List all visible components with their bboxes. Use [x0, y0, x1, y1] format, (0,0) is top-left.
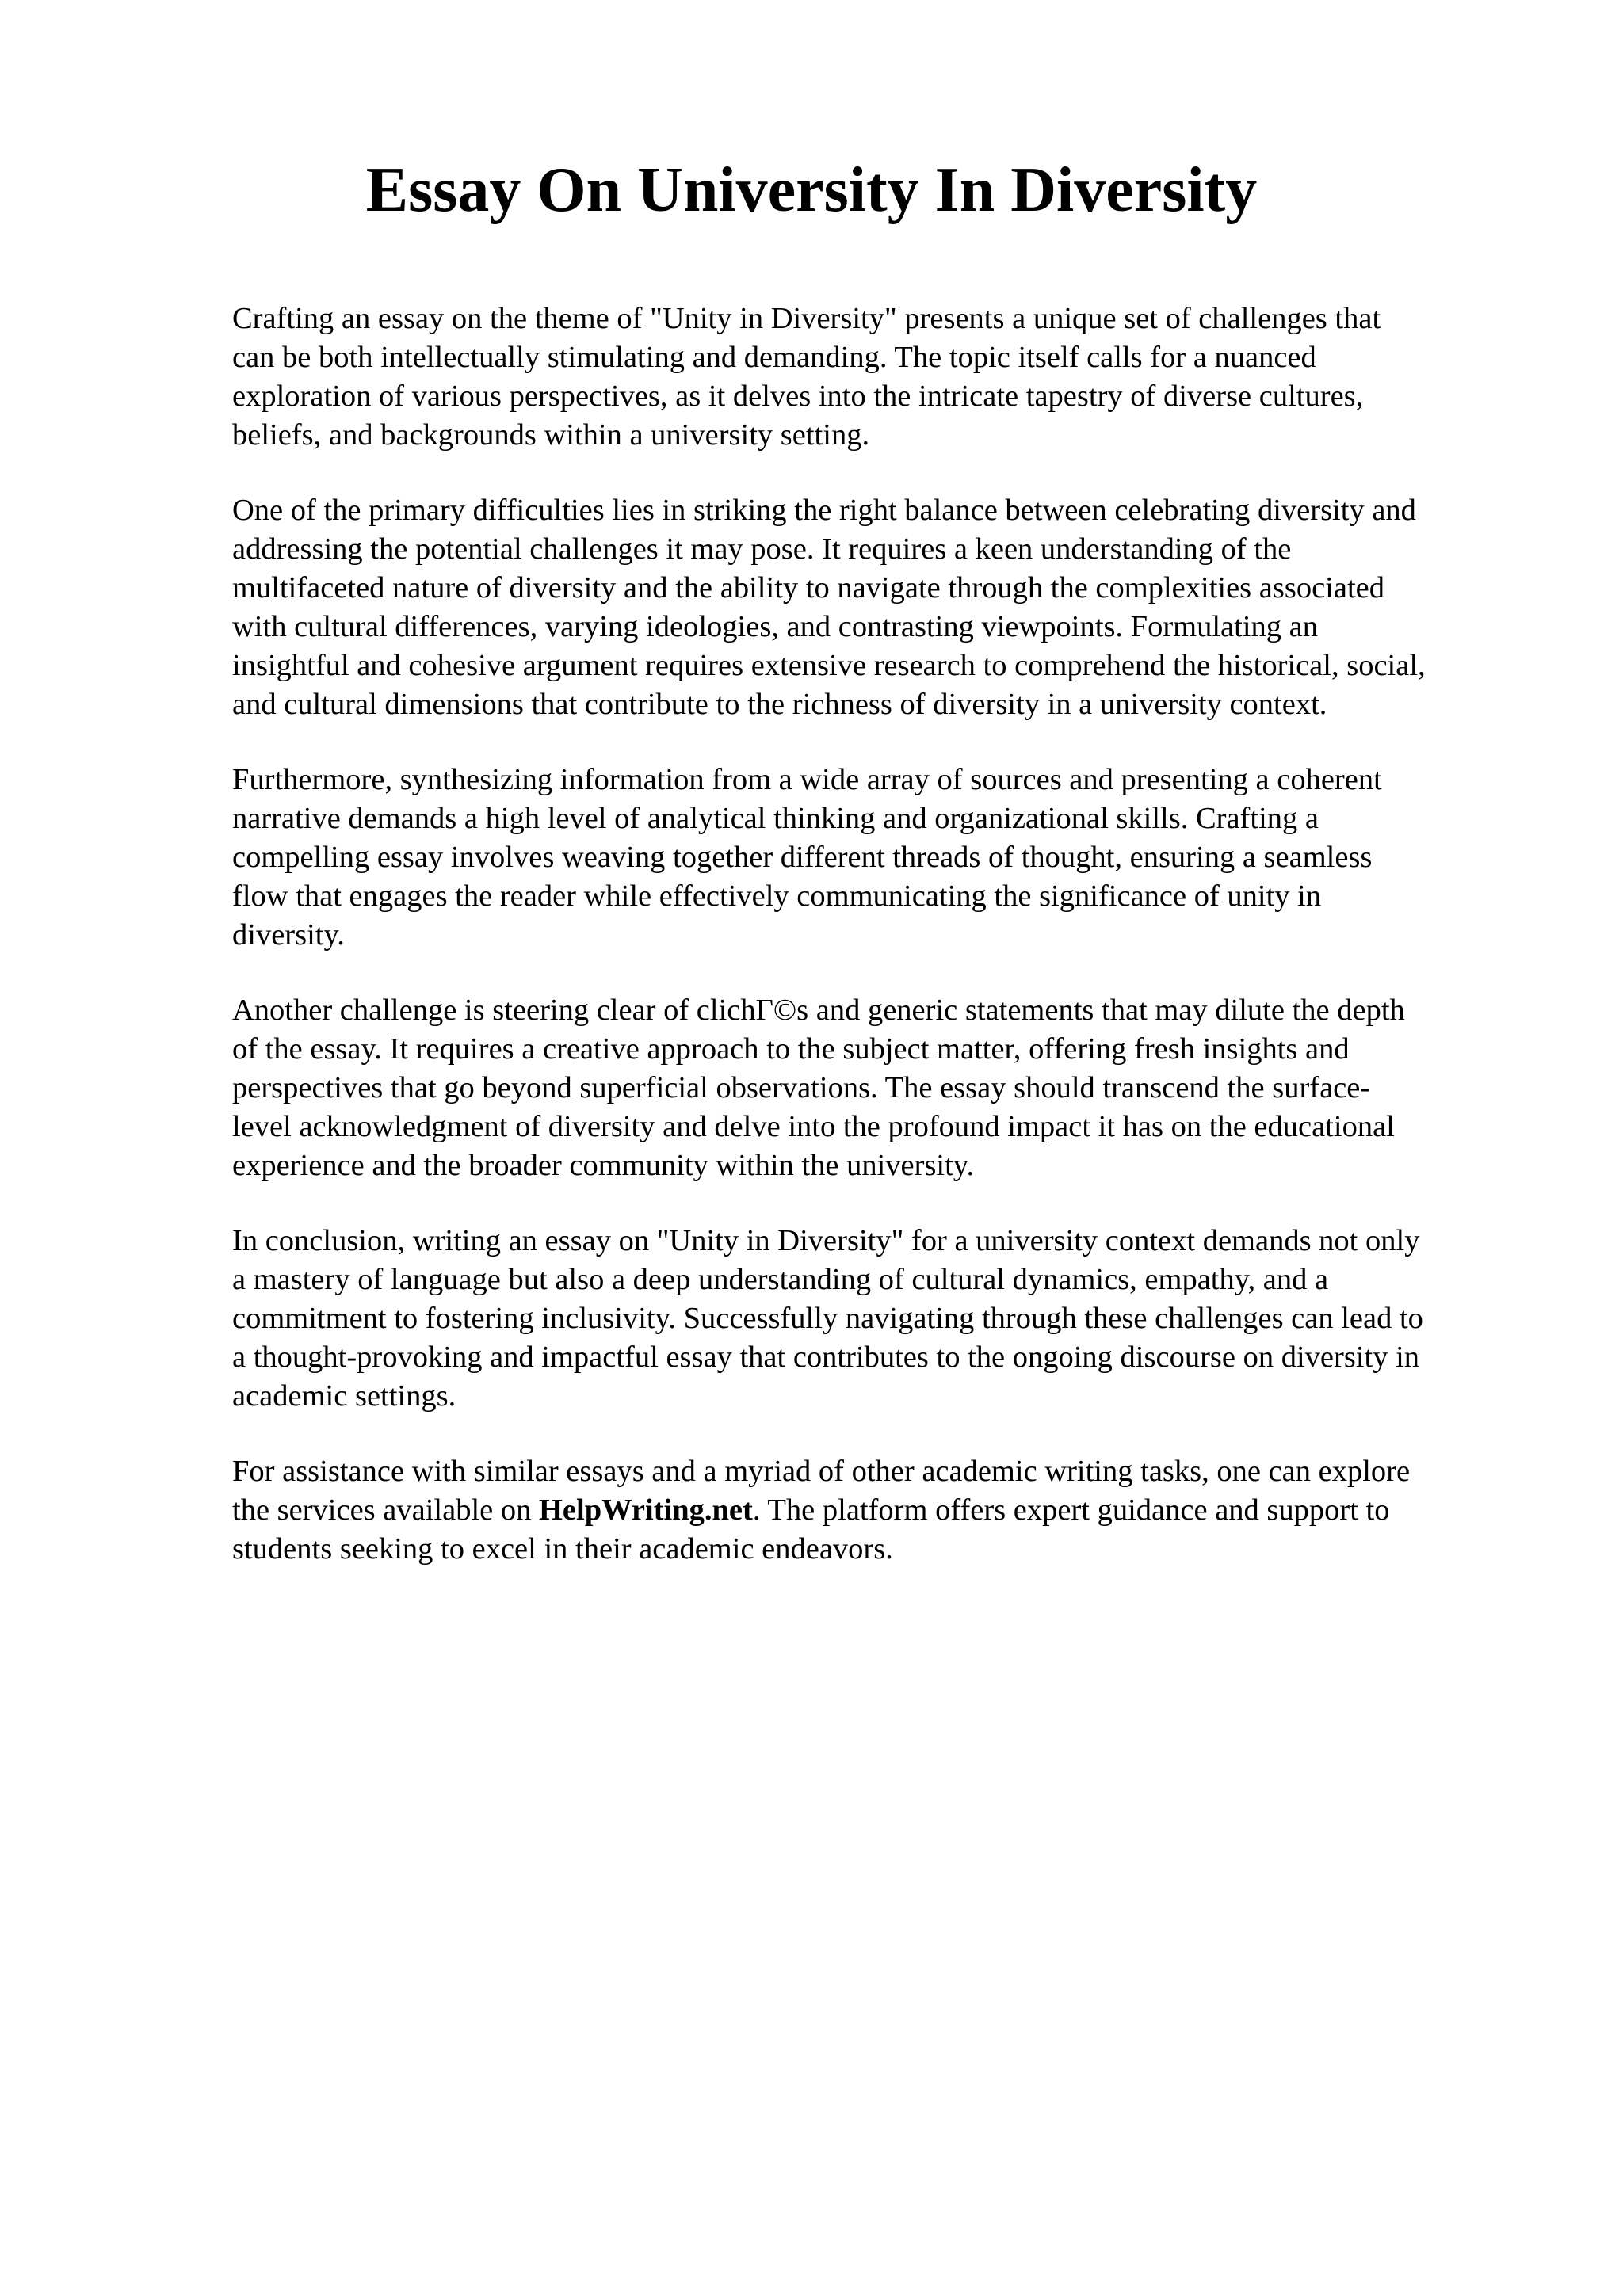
- paragraph-line: a thought-provoking and impactful essay that contributes to the ongoing discourse on diversity in: [232, 1341, 1420, 1374]
- paragraph-line: Furthermore, synthesizing information from a wide array of sources and presenting a coherent: [232, 763, 1382, 796]
- paragraph-line: flow that engages the reader while effectively communicating the significance of unity in: [232, 879, 1322, 913]
- document-title: Essay On University In Diversity: [365, 155, 1258, 225]
- paragraph-line: commitment to fostering inclusivity. Successfully navigating through these challenges can lead to: [232, 1302, 1423, 1335]
- paragraph-line: insightful and cohesive argument requires extensive research to comprehend the historical, social,: [232, 649, 1426, 682]
- paragraph-line: narrative demands a high level of analytical thinking and organizational skills. Crafting a: [232, 802, 1319, 835]
- closing-paragraph: [232, 1452, 1532, 1569]
- paragraph-4: [232, 991, 1532, 1185]
- paragraph-2: [232, 491, 1532, 724]
- paragraph-line: compelling essay involves weaving together different threads of thought, ensuring a seamless: [232, 841, 1373, 874]
- paragraph-line: can be both intellectually stimulating and demanding. The topic itself calls for a nuanced: [232, 341, 1316, 374]
- paragraph-line: and cultural dimensions that contribute to the richness of diversity in a university context.: [232, 688, 1327, 721]
- paragraph-line: Another challenge is steering clear of clichΓ©s and generic statements that may dilute the depth: [232, 994, 1405, 1027]
- paragraph-line: diversity.: [232, 918, 345, 952]
- paragraph-line: exploration of various perspectives, as it delves into the intricate tapestry of diverse cultures,: [232, 379, 1364, 413]
- paragraph-line: students seeking to excel in their academic endeavors.: [232, 1532, 893, 1566]
- paragraph-line: level acknowledgment of diversity and delve into the profound impact it has on the educational: [232, 1110, 1395, 1143]
- paragraph-1: [232, 299, 1532, 455]
- essay-body: [232, 299, 1532, 1605]
- paragraph-line: In conclusion, writing an essay on "Unity in Diversity" for a university context demands not only: [232, 1224, 1420, 1257]
- paragraph-line: For assistance with similar essays and a myriad of other academic writing tasks, one can explore: [232, 1455, 1411, 1488]
- paragraph-line: beliefs, and backgrounds within a university setting.: [232, 418, 870, 452]
- closing-text-before-link: the services available on: [232, 1493, 539, 1527]
- paragraph-line: academic settings.: [232, 1379, 456, 1413]
- helpwriting-brand-link[interactable]: HelpWriting.net: [538, 1493, 753, 1527]
- paragraph-3: [232, 761, 1532, 955]
- paragraph-line: [232, 1491, 1532, 1530]
- paragraph-line: addressing the potential challenges it may pose. It requires a keen understanding of the: [232, 532, 1292, 566]
- paragraph-line: a mastery of language but also a deep understanding of cultural dynamics, empathy, and a: [232, 1263, 1329, 1296]
- paragraph-line: experience and the broader community within the university.: [232, 1149, 975, 1182]
- paragraph-line: Crafting an essay on the theme of "Unity in Diversity" presents a unique set of challenges that: [232, 302, 1381, 335]
- paragraph-5: [232, 1222, 1532, 1416]
- paragraph-line: multifaceted nature of diversity and the ability to navigate through the complexities associated: [232, 571, 1384, 605]
- closing-text-after-link: . The platform offers expert guidance and support to: [752, 1493, 1390, 1527]
- paragraph-line: of the essay. It requires a creative approach to the subject matter, offering fresh insights and: [232, 1032, 1350, 1066]
- paragraph-line: with cultural differences, varying ideologies, and contrasting viewpoints. Formulating an: [232, 610, 1319, 643]
- paragraph-line: perspectives that go beyond superficial observations. The essay should transcend the surface-: [232, 1071, 1371, 1104]
- paragraph-line: One of the primary difficulties lies in striking the right balance between celebrating diversity and: [232, 494, 1416, 527]
